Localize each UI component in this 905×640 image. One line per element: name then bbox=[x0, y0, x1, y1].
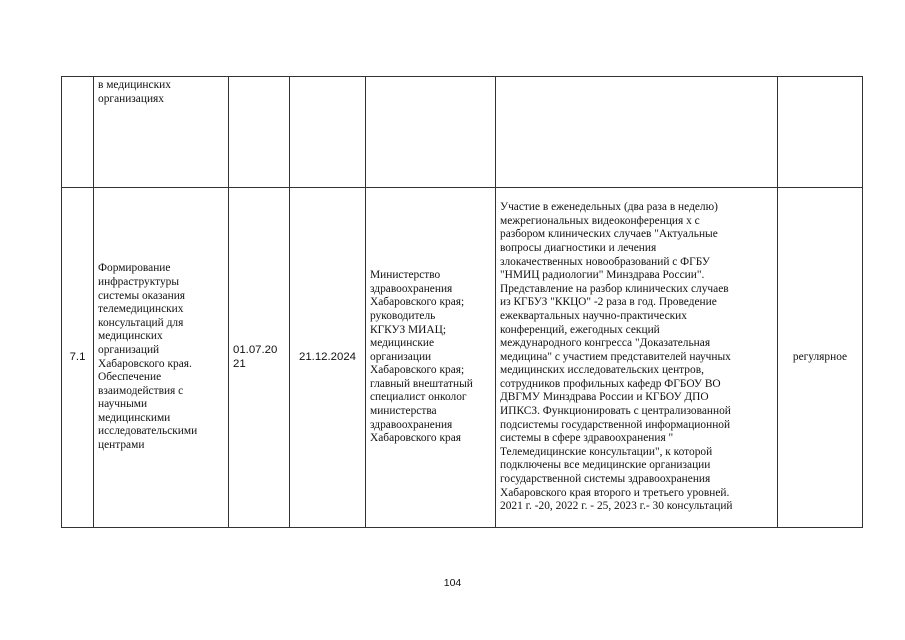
executors: Министерство здравоохранения Хабаровского края; руководитель КГКУЗ МИАЦ; медицинские организации Хабаровского края; главный внештатный специалист онколог министерства здравоохранения Хабаровского края bbox=[370, 269, 473, 445]
measures-table bbox=[61, 76, 863, 528]
periodicity: регулярное bbox=[792, 350, 848, 363]
table-row bbox=[62, 188, 863, 528]
page-number: 104 bbox=[443, 577, 462, 589]
result-text: Участие в еженедельных (два раза в неделю) межрегиональных видеоконференция х с разбором клинических случаев "Актуальные вопросы диагностики и лечения злокачественных новообразований с ФГБУ "НМИЦ радиологии" Минздрава России". Представление на разбор клинических случаев из КГБУЗ "ККЦО" -2 раза в год. Проведение ежеквартальных научно-практических конференций, ежегодных секций международного конгресса "Доказательная медицина" с участием представителей научных медицинских исследовательских центров, сотрудников профильных кафедр ФГБОУ ВО ДВГМУ Минздрава России и КГБОУ ДПО ИПКСЗ. Функционировать с централизованной подсистемы государственной информационной системы в сфере здравоохранения " Телемедицинские консультации", к которой подключены все медицинские организации государственной системы здравоохранения Хабаровского края второго и третьего уровней. 2021 г. -20, 2022 г. - 25, 2023 г.- 30 консультаций bbox=[500, 201, 733, 513]
measure-name-continued: в медицинских организациях bbox=[98, 79, 171, 105]
cell-periodicity bbox=[778, 188, 863, 528]
cell-measure-name bbox=[94, 77, 229, 188]
start-date: 01.07.20 21 bbox=[233, 343, 278, 370]
cell-result bbox=[496, 188, 778, 528]
end-date: 21.12.2024 bbox=[298, 350, 356, 363]
cell-executors bbox=[366, 77, 496, 188]
cell-start-date bbox=[229, 188, 290, 528]
cell-measure-name bbox=[94, 188, 229, 528]
cell-end-date bbox=[290, 188, 366, 528]
cell-start-date bbox=[229, 77, 290, 188]
row-number: 7.1 bbox=[69, 350, 86, 363]
cell-executors bbox=[366, 188, 496, 528]
cell-end-date bbox=[290, 77, 366, 188]
cell-number bbox=[62, 77, 94, 188]
measure-name: Формирование инфраструктуры системы оказания телемедицинских консультаций для медицинских организаций Хабаровского края. Обеспечение взаимодействия с научными медицинскими исследовательскими центрами bbox=[98, 262, 198, 452]
cell-periodicity bbox=[778, 77, 863, 188]
cell-result bbox=[496, 77, 778, 188]
table-row bbox=[62, 77, 863, 188]
cell-number bbox=[62, 188, 94, 528]
